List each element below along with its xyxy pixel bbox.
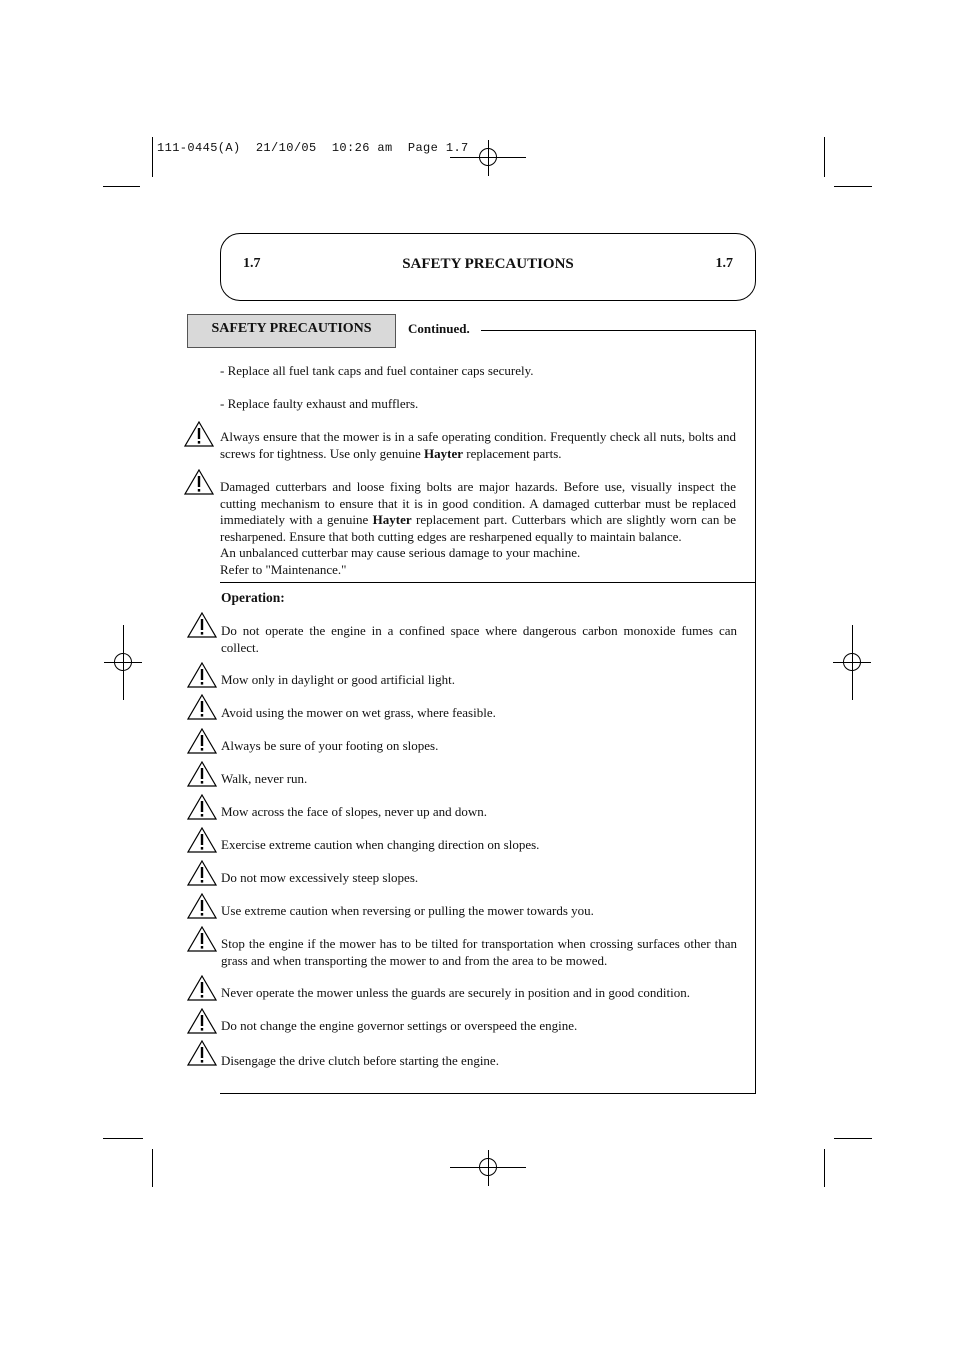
- operation-item: Do not change the engine governor settings or overspeed the engine.: [221, 1018, 578, 1033]
- warning-triangle-icon: [187, 827, 217, 855]
- warning-triangle-icon: [187, 612, 217, 640]
- frame-line: [481, 330, 756, 331]
- operation-heading: Operation:: [221, 590, 285, 605]
- frame-line: [755, 330, 756, 1094]
- crop-mark: [834, 186, 872, 187]
- crop-mark: [824, 137, 825, 177]
- crop-mark: [824, 1149, 825, 1187]
- warning-triangle-icon: [184, 421, 214, 449]
- crop-mark: [103, 186, 140, 187]
- operation-item: Do not operate the engine in a confined space where dangerous carbon monoxide fumes can collect.: [221, 623, 737, 655]
- warning-triangle-icon: [187, 728, 217, 756]
- operation-item: Mow across the face of slopes, never up and down.: [221, 804, 488, 819]
- crop-mark: [103, 1138, 143, 1139]
- operation-item: Disengage the drive clutch before starting the engine.: [221, 1053, 499, 1068]
- warning-triangle-icon: [187, 794, 217, 822]
- section-number-right: 1.7: [715, 256, 733, 271]
- warning-cutterbars: Damaged cutterbars and loose fixing bolts are major hazards. Before use, visually inspect the cutting mechanism to ensure that it is in good condition. A damaged cutterbar must be replaced immediately with a genuine Hayter replacement part. Cutterbars which are slightly worn can be resharpened. Ensure that both cutting edges are resharpened equally to maintain balance. An unbalanced cutterbar may cause serious damage to your machine. Refer to "Maintenance.": [220, 479, 737, 577]
- registration-mark-icon: [114, 653, 132, 671]
- operation-item: Exercise extreme caution when changing direction on slopes.: [221, 837, 540, 852]
- warning-triangle-icon: [187, 694, 217, 722]
- warning-triangle-icon: [187, 893, 217, 921]
- warning-triangle-icon: [187, 1008, 217, 1036]
- warning-triangle-icon: [187, 662, 217, 690]
- print-slug: 111-0445(A) 21/10/05 10:26 am Page 1.7: [157, 141, 469, 155]
- registration-mark-icon: [479, 1158, 497, 1176]
- warning-triangle-icon: [187, 926, 217, 954]
- registration-mark-icon: [479, 148, 497, 166]
- warning-triangle-icon: [187, 1040, 217, 1068]
- operation-item: Never operate the mower unless the guards are securely in position and in good condition.: [221, 985, 690, 1000]
- operation-item: Do not mow excessively steep slopes.: [221, 870, 419, 885]
- registration-mark-icon: [843, 653, 861, 671]
- page-header: [220, 233, 756, 301]
- warning-triangle-icon: [187, 975, 217, 1003]
- warning-safe-condition: Always ensure that the mower is in a safe operating condition. Frequently check all nuts, bolts and screws for tightness. Use only genuine Hayter replacement parts.: [220, 429, 736, 461]
- operation-item: Stop the engine if the mower has to be tilted for transportation when crossing surfaces other than grass and when transporting the mower to and from the area to be mowed.: [221, 936, 737, 968]
- divider: [220, 582, 756, 583]
- operation-item: Mow only in daylight or good artificial light.: [221, 672, 455, 687]
- crop-mark: [152, 137, 153, 177]
- warning-triangle-icon: [187, 761, 217, 789]
- warning-triangle-icon: [184, 469, 214, 497]
- operation-item: Always be sure of your footing on slopes.: [221, 738, 439, 753]
- instruction-exhaust: - Replace faulty exhaust and mufflers.: [220, 396, 419, 411]
- warning-triangle-icon: [187, 860, 217, 888]
- crop-mark: [152, 1149, 153, 1187]
- operation-item: Use extreme caution when reversing or pulling the mower towards you.: [221, 903, 594, 918]
- crop-mark: [834, 1138, 872, 1139]
- section-tab: SAFETY PRECAUTIONS: [187, 314, 396, 348]
- continued-label: Continued.: [408, 321, 470, 336]
- operation-item: Walk, never run.: [221, 771, 308, 786]
- section-number-left: 1.7: [243, 256, 261, 271]
- operation-item: Avoid using the mower on wet grass, where feasible.: [221, 705, 496, 720]
- instruction-fuel-caps: - Replace all fuel tank caps and fuel container caps securely.: [220, 363, 534, 378]
- frame-line: [220, 1093, 756, 1094]
- page-title: SAFETY PRECAUTIONS: [402, 256, 574, 272]
